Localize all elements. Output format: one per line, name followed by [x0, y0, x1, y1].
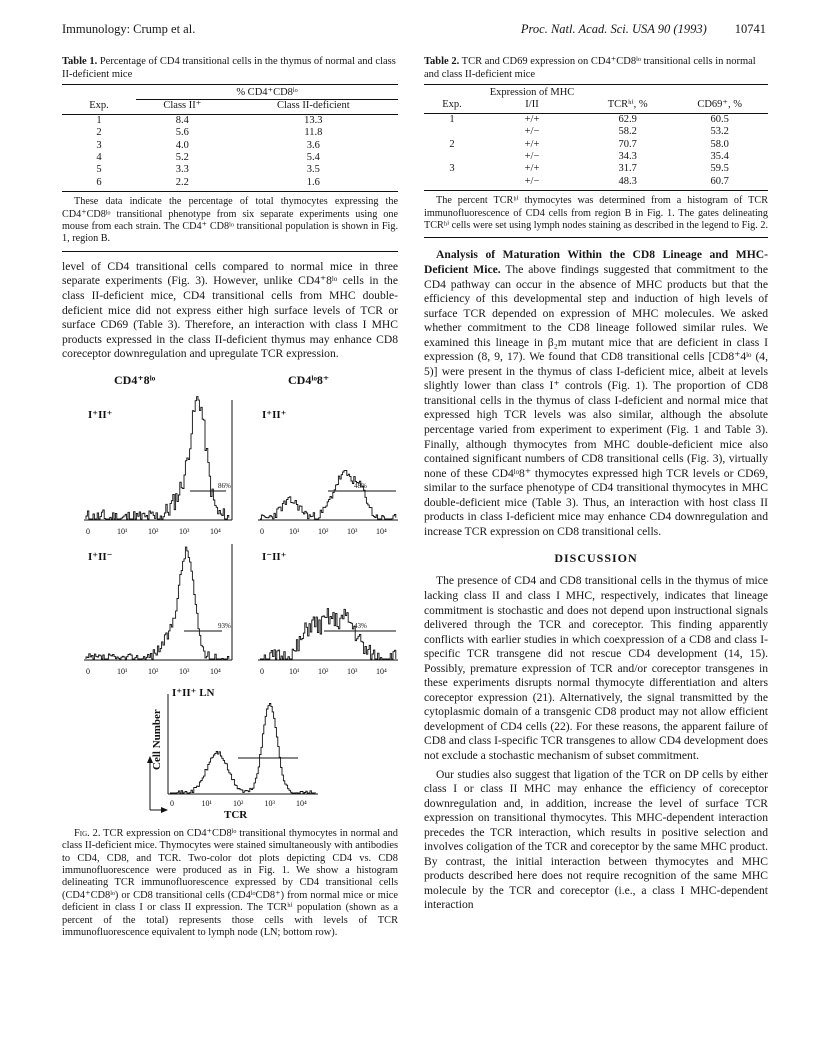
percent-label: 93%	[218, 621, 231, 630]
table2	[424, 84, 768, 191]
table-cell: 4	[96, 152, 102, 164]
table2-col-cd69: CD69⁺, %	[671, 85, 768, 114]
table-cell	[424, 151, 480, 163]
results-text: The above findings suggested that commitment to the CD4 pathway can occur in the absence of MHC products but that the efficiency of this developmental step and induction of high levels of surface TCR depended on expression of MHC molecules. We asked whether commitment to the CD8 lineage followed similar rules. We examined this lineage in β₂m mutant mice that are deficient in class I expression (8, 9, 17). We found that CD8 transitional cells [CD8⁺4ˡᵒ (4, 5)] were present in the thymus of class I-deficient mice, albeit at levels slightly lower than class I⁺ controls (Fig. 1). The proportion of CD8 transitional cells in the thymus of class I-deficient and normal mice that expressed high TCR levels was also similar, although the absolute percentage varied from experiment to experiment (Fig. 1 and Table 3). Finally, although thymocytes from MHC double-deficient mice also contained significant numbers of CD8 transitional cells (Fig. 3), virtually none of these CD4ˡᵒ8⁺ thymocytes expressed high TCR levels or CD69, similar to the surface phenotype of CD4 transitional thymocytes in MHC double-deficient mice (Table 3). Thus, an interaction with host class II products in class I-deficient mice may enhance CD4 downregulation and increase TCR expression on CD8 transitional cells.	[424, 263, 768, 538]
table-cell: 58.0	[710, 138, 729, 150]
table-cell: 2.2	[136, 177, 229, 192]
tick-label: 10¹	[117, 526, 128, 536]
table-cell: 1	[449, 113, 455, 125]
tick-label: 10²	[233, 798, 244, 808]
table-cell: 70.7	[618, 138, 637, 150]
table-cell: 5.4	[306, 152, 320, 164]
table-cell	[424, 176, 480, 191]
table-cell: +/−	[524, 151, 540, 163]
tick-label: 10³	[179, 666, 190, 676]
table-cell: 13.3	[304, 114, 323, 126]
figure2-label: Fig. 2.	[74, 827, 101, 839]
table1-col-classII-def: Class II-deficient	[229, 100, 398, 114]
table2-col-tcr: TCRʰⁱ, %	[584, 85, 671, 114]
panel-label: I⁺II⁻	[88, 550, 113, 563]
table1-blank-head	[62, 85, 136, 100]
discussion-paragraph-2: Our studies also suggest that ligation of the TCR on DP cells by either class I or class II MHC may enhance the efficiency of coreceptor downregulation and, in addition, increase the level of surface TCR expression on transitional thymocytes. This MHC-dependent interaction precedes the TCR interaction, which results in positive selection and involves coligation of the TCR and coreceptor by the same MHC product. By contrast, the initial interaction between thymocytes and MHC products described here does not require recognition of the same MHC molecule by the TCR and coreceptor (i.e., a class I MHC-dependent interaction	[424, 767, 768, 912]
table-row	[424, 163, 768, 175]
table1-col-classII-pos: Class II⁺	[136, 100, 229, 114]
tick-label: 10³	[347, 526, 358, 536]
table-cell: +/+	[524, 113, 540, 125]
fig-col-head-left: CD4⁺8ˡᵒ	[114, 373, 156, 387]
tick-label: 10¹	[289, 526, 300, 536]
tick-label: 10¹	[117, 666, 128, 676]
figure2-caption	[62, 828, 398, 940]
running-header-right	[521, 22, 766, 37]
table2-caption	[424, 56, 768, 81]
tick-label: 10²	[318, 526, 329, 536]
table2-col-exp: Exp.	[424, 85, 480, 114]
table-cell: 2	[96, 127, 102, 139]
table-cell: 35.4	[710, 151, 729, 163]
divider	[424, 237, 768, 238]
table-row	[424, 151, 768, 163]
arrow-head-icon	[161, 807, 168, 813]
tick-label: 10³	[179, 526, 190, 536]
table-cell: 59.5	[710, 163, 729, 175]
tick-label: 10²	[148, 666, 159, 676]
table1-span-header: % CD4⁺CD8ˡᵒ	[136, 85, 398, 100]
tick-label: 10⁴	[376, 666, 387, 676]
tick-label: 0	[86, 666, 90, 676]
histogram-panel-cd4-i-pos-ii-pos	[84, 396, 232, 519]
figure2	[62, 374, 398, 822]
table-cell: 4.0	[175, 139, 189, 151]
table-row	[424, 113, 768, 126]
panel-label: I⁺II⁺	[262, 408, 287, 421]
tick-label: 10⁴	[210, 526, 221, 536]
histogram-panel-cd4-i-pos-ii-neg	[84, 544, 232, 660]
table-cell: 3.5	[306, 164, 320, 176]
table-row	[62, 127, 398, 139]
table-cell: 11.8	[304, 127, 323, 139]
table-cell: 31.7	[618, 163, 637, 175]
table-cell: 60.5	[710, 113, 729, 125]
tick-labels	[86, 527, 387, 808]
table2-label: Table 2.	[424, 56, 460, 67]
percent-label: 86%	[218, 481, 231, 490]
table-row	[62, 177, 398, 192]
tick-label: 10¹	[289, 666, 300, 676]
table-row	[424, 126, 768, 138]
right-column	[424, 56, 768, 913]
y-axis-label: Cell Number	[151, 708, 163, 770]
table1-caption	[62, 56, 398, 81]
results-subheading: Analysis of Maturation Within the CD8 Lineage and MHC-Deficient Mice.	[424, 248, 768, 277]
tick-label: 0	[260, 526, 264, 536]
divider	[62, 251, 398, 252]
tick-label: 0	[170, 798, 174, 808]
table-cell: 3	[96, 139, 102, 151]
table-cell: 34.3	[618, 151, 637, 163]
table-row	[424, 139, 768, 151]
histogram-panel-cd8-i-pos-ii-pos	[258, 409, 398, 520]
panel-label: I⁻II⁺	[262, 550, 287, 563]
table-cell: +/+	[524, 163, 540, 175]
page-number: 10741	[734, 22, 766, 36]
table-cell: 1.6	[229, 177, 398, 192]
table2-title: TCR and CD69 expression on CD4⁺CD8ˡᵒ transitional cells in normal and class II-deficient mice	[424, 56, 756, 80]
tick-label: 10⁴	[376, 526, 387, 536]
histogram-trace	[260, 608, 396, 658]
table-row	[424, 176, 768, 191]
running-header-left: Immunology: Crump et al.	[62, 22, 196, 36]
table-cell: 3	[449, 163, 455, 175]
tick-label: 0	[260, 666, 264, 676]
tick-label: 10³	[264, 798, 275, 808]
figure2-caption-text: TCR expression on CD4⁺CD8ˡᵒ transitional thymocytes in normal and class II-deficient mice. Thymocytes were stained simultaneously with antibodies to CD4, CD8, and TCR. Two-color dot plots depicting CD4 vs. CD8 immunofluorescence were produced as in Fig. 1. We show a histogram delineating TCR immunofluorescence expressed by CD4 transitional cells (CD4⁺CD8ˡᵒ) or CD8 transitional cells (CD4ˡᵒCD8⁺) from normal mice or mice deficient in class I or class II expression. The TCRʰⁱ population (shown as a percent of the total) represents those cells with levels of TCR immunofluorescence equivalent to lymph node (LN; bottom row).	[62, 827, 398, 938]
table-cell: +/+	[524, 138, 540, 150]
tick-label: 10¹	[201, 798, 212, 808]
panel-label: I⁺II⁺	[88, 408, 113, 421]
left-column	[62, 56, 398, 939]
left-paragraph: level of CD4 transitional cells compared to normal mice in three separate experiments (Fig. 3). However, unlike CD4⁺8ˡᵒ cells in the class II-deficient mice, CD4 transitional cells from MHC double-deficient mice did not express either high surface levels of TCR or surface CD69 (Table 3). Therefore, an interaction with class I MHC products expressed in the class II-deficient thymus may enhance CD8 coreceptor downregulation and upregulate TCR expression.	[62, 259, 398, 361]
table-cell: 5.2	[175, 152, 189, 164]
table-cell: 5.6	[175, 127, 189, 139]
histogram-trace	[170, 703, 316, 793]
table-cell: +/−	[480, 176, 584, 191]
figure2-histograms	[62, 374, 398, 822]
discussion-paragraph-1: The presence of CD4 and CD8 transitional cells in the thymus of mice lacking class II and class I MHC, respectively, indicates that lineage commitment is stochastic and does not depend upon instructional signals delivered through the TCR and coreceptor. This finding apparently conflicts with earlier studies in which coexpression of a CD8 and class I-specific TCR transgene did not rescue CD4 development (14, 15). Possibly, premature expression of TCR and/or coreceptor transgenes in these experiments disrupts normal thymocyte differentiation and alters coreceptor expression (21). Alternatively, the signal transmitted by the cytoplasmic domain of a transgenic CD8 product may not allow efficient development of CD4 cells (22). For these reasons, the apparent failure of CD8 and class I-specific TCR transgenes to allow CD4 development does not exclude a stochastic mechanism of subset commitment.	[424, 574, 768, 762]
table-cell: 6	[62, 177, 136, 192]
x-axis-label: TCR	[224, 808, 248, 821]
percent-label: 48%	[354, 481, 367, 490]
tick-label: 10³	[347, 666, 358, 676]
tick-label: 10²	[148, 526, 159, 536]
table-cell: 5	[96, 164, 102, 176]
table-cell: 8.4	[175, 114, 189, 126]
table1-col-exp: Exp.	[62, 100, 136, 114]
table-row	[62, 164, 398, 176]
discussion-heading: DISCUSSION	[554, 551, 638, 566]
results-paragraph	[424, 248, 768, 539]
table-cell: 58.2	[618, 126, 637, 138]
fig-col-head-right: CD4ˡᵒ8⁺	[288, 373, 330, 387]
table1	[62, 84, 398, 192]
panel-label: I⁺II⁺ LN	[172, 686, 215, 699]
histogram-trace	[260, 470, 396, 519]
table-cell: +/−	[524, 126, 540, 138]
table-cell: 62.9	[618, 113, 637, 125]
table1-label: Table 1.	[62, 56, 98, 67]
table-cell: 60.7	[671, 176, 768, 191]
tick-label: 10²	[318, 666, 329, 676]
table-cell: 2	[449, 138, 455, 150]
table-row	[62, 152, 398, 164]
percent-label: 43%	[354, 621, 367, 630]
table1-note: These data indicate the percentage of total thymocytes expressing the CD4⁺CD8ˡᵒ transitional phenotype from six separate experiments using one mouse from each strain. The CD4⁺ CD8ˡᵒ transitional population is shown in Fig. 1, region B.	[62, 196, 398, 245]
table1-title: Percentage of CD4 transitional cells in the thymus of normal and class II-deficient mice	[62, 56, 396, 80]
histogram-trace	[86, 547, 229, 659]
table2-note: The percent TCRʰⁱ thymocytes was determined from a histogram of TCR immunofluorescence of CD4 cells from region B in Fig. 1. The gates delineating TCRʰⁱ cells were set using lymph nodes staining as described in the legend to Fig. 2.	[424, 195, 769, 232]
tick-label: 10⁴	[210, 666, 221, 676]
table-cell: 48.3	[584, 176, 671, 191]
journal-citation: Proc. Natl. Acad. Sci. USA 90 (1993)	[520, 22, 707, 36]
table2-col-mhc: Expression of MHC I/II	[480, 85, 584, 114]
histogram-panel-cd8-i-neg-ii-pos	[258, 551, 398, 660]
table-cell: 3.6	[306, 139, 320, 151]
table-cell: 1	[96, 114, 102, 126]
table-cell	[424, 126, 480, 138]
table-row	[62, 114, 398, 127]
table-cell: 3.3	[175, 164, 189, 176]
table-row	[62, 140, 398, 152]
table-cell: 53.2	[710, 126, 729, 138]
tick-label: 0	[86, 526, 90, 536]
tick-label: 10⁴	[296, 798, 307, 808]
